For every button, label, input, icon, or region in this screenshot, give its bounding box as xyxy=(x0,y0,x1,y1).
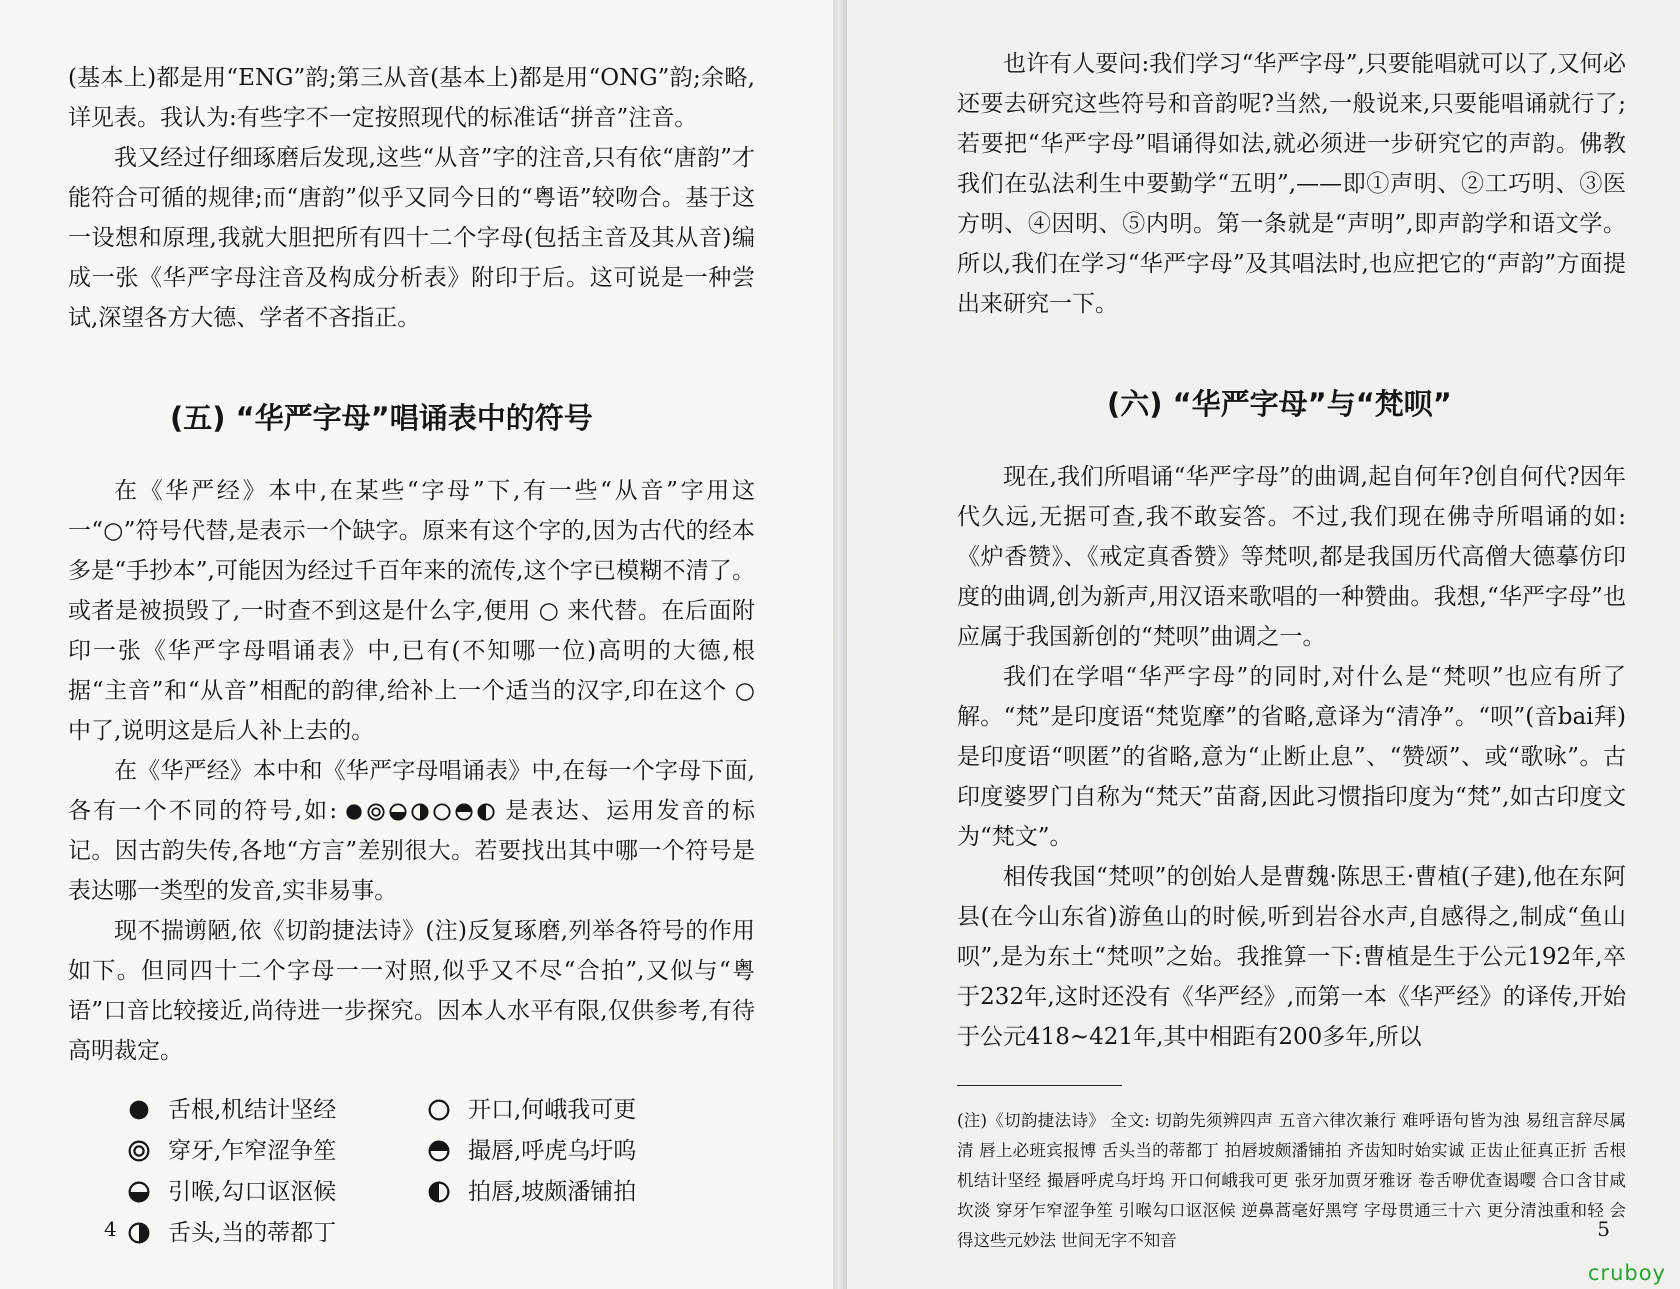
inline-symbols xyxy=(345,803,495,821)
footnote-rule xyxy=(957,1085,1122,1086)
section-title: (六) “华严字母”与“梵呗” xyxy=(1107,387,1452,421)
legend-item xyxy=(368,1091,668,1129)
legend-item xyxy=(368,1132,668,1170)
symbols-text-after: 是表达、运用发音的标记。因古韵失传,各地“方言”差别很大。若要找出其中哪一个符号是表达哪一类型的发音,实非易事。 xyxy=(68,798,755,904)
legend-item xyxy=(368,1173,668,1211)
left-half-circle-icon xyxy=(477,803,495,821)
paragraph: 在《华严经》本中,在某些“字母”下,有一些“从音”字用这一“○”符号代替,是表示一个缺字。原来有这个字的,因为古代的经本多是“手抄本”,可能因为经过千百年来的流传,这个字已模糊不清了。或者是被损毁了,一时查不到这是什么字,便用 ○ 来代替。在后面附印一张《华严字母唱诵表》中,已有(不知哪一位)高明的大德,根据“主音”和“从音”相配的韵律,给补上一个适当的汉字,印在这个 ○ 中了,说明这是后人补上去的。 xyxy=(68,478,755,744)
legend-item xyxy=(68,1132,368,1170)
filled-circle-icon xyxy=(345,803,363,821)
top-half-circle-icon xyxy=(455,803,473,821)
right-page xyxy=(847,0,1680,1289)
left-half-circle-icon xyxy=(428,1181,450,1203)
legend-label: 舌根,机结计坚经 xyxy=(168,1097,337,1123)
legend-label: 穿牙,乍窄涩争笙 xyxy=(168,1138,337,1164)
double-circle-icon xyxy=(128,1140,150,1162)
double-circle-icon xyxy=(367,803,385,821)
open-circle-icon xyxy=(428,1099,450,1121)
paragraph: 现在,我们所唱诵“华严字母”的曲调,起自何年?创自何代?因年代久远,无据可查,我不敢妄答。不过,我们现在佛寺所唱诵的如:《炉香赞》、《戒定真香赞》等梵呗,都是我国历代高僧大德摹仿印度的曲调,创为新声,用汉语来歌唱的一种赞曲。我想,“华严字母”也应属于我国新创的“梵呗”曲调之一。 xyxy=(957,464,1626,650)
left-page xyxy=(0,0,833,1289)
top-half-circle-icon xyxy=(428,1140,450,1162)
book-gutter xyxy=(833,0,847,1289)
bottom-half-circle-icon xyxy=(128,1181,150,1203)
legend-label: 开口,何峨我可更 xyxy=(468,1097,637,1123)
right-half-circle-icon xyxy=(411,803,429,821)
legend-item xyxy=(68,1091,368,1129)
symbols-paragraph xyxy=(68,751,755,911)
paragraph: 我又经过仔细琢磨后发现,这些“从音”字的注音,只有依“唐韵”才能符合可循的规律;而“唐韵”似乎又同今日的“粤语”较吻合。基于这一设想和原理,我就大胆把所有四十二个字母(包括主音及其从音)编成一张《华严字母注音及构成分析表》附印于后。这可说是一种尝试,深望各方大德、学者不吝指正。 xyxy=(68,145,755,331)
page-number: 5 xyxy=(1597,1217,1610,1241)
footnote: (注)《切韵捷法诗》 全文: 切韵先须辨四声 五音六律次兼行 难呼语句皆为浊 易纽言辞尽属清 唇上必班宾报博 舌头当的蒂都丁 拍唇坡颇潘铺拍 齐齿知时始实诚 正齿止征真正折 舌根机结计坚经 撮唇呼虎乌圩坞 开口何峨我可更 张牙加贾牙雅讶 卷舌咿优查谒嘤 合口含甘咸坎淡 穿牙乍窄涩争笙 引喉勾口讴沤候 逆鼻蒿毫好黑穹 字母贯通三十六 更分清浊重和轻 会得这些元妙法 世间无字不知音 xyxy=(957,1111,1626,1250)
symbol-legend xyxy=(68,1091,755,1252)
paragraph: (基本上)都是用“ENG”韵;第三从音(基本上)都是用“ONG”韵;余略,详见表。我认为:有些字不一定按照现代的标准话“拼音”注音。 xyxy=(68,65,755,131)
symbols-text-before: 在《华严经》本中和《华严字母唱诵表》中,在每一个字母下面,各有一个不同的符号,如: xyxy=(68,758,755,824)
legend-label: 舌头,当的蒂都丁 xyxy=(168,1220,337,1246)
right-half-circle-icon xyxy=(128,1222,150,1244)
watermark: cruboy xyxy=(1587,1261,1666,1285)
open-circle-icon xyxy=(433,803,451,821)
legend-label: 引喉,勾口讴沤候 xyxy=(168,1179,337,1205)
paragraph: 也许有人要问:我们学习“华严字母”,只要能唱就可以了,又何必还要去研究这些符号和音韵呢?当然,一般说来,只要能唱诵就行了;若要把“华严字母”唱诵得如法,就必须进一步研究它的声韵。佛教我们在弘法利生中要勤学“五明”,——即①声明、②工巧明、③医方明、④因明、⑤内明。第一条就是“声明”,即声韵学和语文学。所以,我们在学习“华严字母”及其唱法时,也应把它的“声韵”方面提出来研究一下。 xyxy=(957,51,1626,317)
legend-item xyxy=(68,1173,368,1211)
legend-label: 拍唇,坡颇潘铺拍 xyxy=(468,1179,637,1205)
filled-circle-icon xyxy=(128,1099,150,1121)
legend-label: 撮唇,呼虎乌圩呜 xyxy=(468,1138,637,1164)
bottom-half-circle-icon xyxy=(389,803,407,821)
paragraph: 相传我国“梵呗”的创始人是曹魏·陈思王·曹植(子建),他在东阿县(在今山东省)游鱼山的时候,听到岩谷水声,自感得之,制成“鱼山呗”,是为东土“梵呗”之始。我推算一下:曹植是生于公元192年,卒于232年,这时还没有《华严经》,而第一本《华严经》的译传,开始于公元418~421年,其中相距有200多年,所以 xyxy=(957,864,1626,1050)
paragraph: 现不揣谫陋,依《切韵捷法诗》(注)反复琢磨,列举各符号的作用如下。但同四十二个字母一一对照,似乎又不尽“合拍”,又似与“粤语”口音比较接近,尚待进一步探究。因本人水平有限,仅供参考,有待高明裁定。 xyxy=(68,918,755,1064)
page-number: 4 xyxy=(104,1217,117,1241)
section-title: (五) “华严字母”唱诵表中的符号 xyxy=(170,401,593,435)
paragraph: 我们在学唱“华严字母”的同时,对什么是“梵呗”也应有所了解。“梵”是印度语“梵览摩”的省略,意译为“清净”。“呗”(音bai拜)是印度语“呗匿”的省略,意为“止断止息”、“赞颂”、或“歌咏”。古印度婆罗门自称为“梵天”苗裔,因此习惯指印度为“梵”,如古印度文为“梵文”。 xyxy=(957,664,1626,850)
